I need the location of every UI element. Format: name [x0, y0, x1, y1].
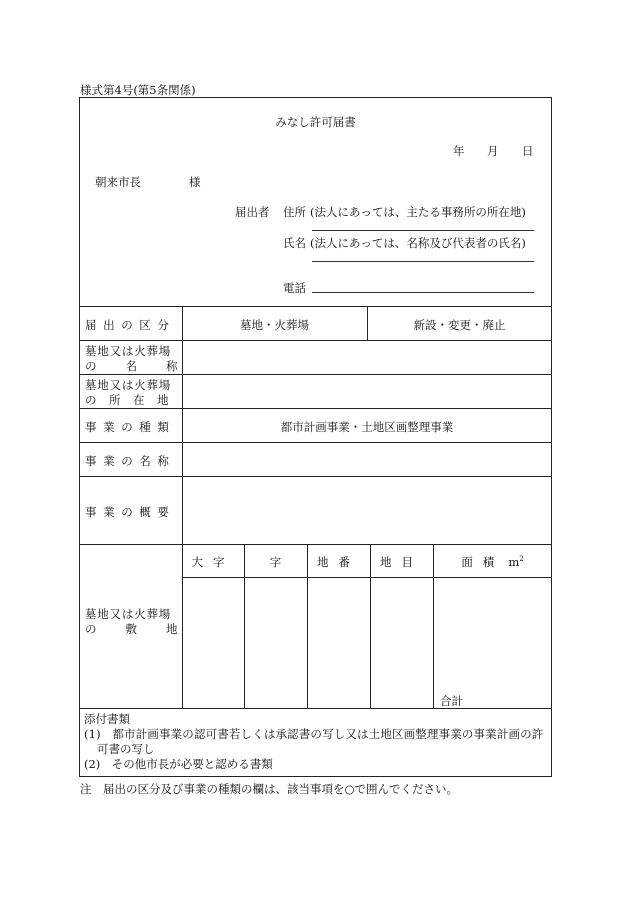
footnote: 注 届出の区分及び事業の種類の欄は、該当事項を○で囲んでください。: [80, 782, 459, 796]
form-frame: [79, 97, 552, 777]
addressee-honorific: 様: [189, 175, 201, 189]
attachments-item1-cont: 可書の写し: [97, 742, 155, 756]
attachments-item2: (2) その他市長が必要と認める書類: [84, 757, 273, 771]
project-summary-label: 事業の概要: [85, 505, 176, 519]
row-divider: [79, 374, 552, 375]
attachments-item1: (1) 都市計画事業の認可書若しくは承認書の写し又は土地区画整理事業の事業計画の許: [84, 727, 544, 741]
phone-label: 電話: [283, 281, 306, 295]
row-divider: [79, 306, 552, 307]
facility-location-label-line1: 墓地又は火葬場: [85, 378, 172, 392]
row-divider: [79, 544, 552, 545]
category-label-text: 届出の区分: [85, 318, 176, 332]
site-col-area-text: 面積: [461, 555, 505, 569]
site-header-divider: [182, 577, 552, 578]
address-label: 住所: [283, 205, 306, 219]
address-note: (法人にあっては、主たる事務所の所在地): [310, 205, 526, 219]
row-divider: [79, 408, 552, 409]
row-divider: [79, 442, 552, 443]
form-title: みなし許可届書: [275, 115, 356, 129]
site-label-line2: の敷地: [85, 622, 207, 636]
site-col-aza: 字: [269, 555, 282, 569]
form-number: 様式第4号(第5条関係): [80, 83, 196, 97]
category-label: [85, 317, 177, 333]
facility-location-label-line2: の所在地: [85, 393, 181, 407]
project-type-label: 事業の種類: [85, 420, 176, 434]
address-underline: [312, 230, 534, 231]
date-day-label: 日: [522, 144, 534, 158]
row-divider: [79, 476, 552, 477]
date-month-label: 月: [487, 144, 499, 158]
site-col-chiban: 地番: [317, 555, 360, 569]
facility-name-label-line2: の名称: [85, 359, 207, 373]
site-col-oaza: 大字: [191, 555, 235, 569]
row-divider: [79, 708, 552, 709]
name-note: (法人にあっては、名称及び代表者の氏名): [310, 236, 526, 250]
category-facility: 墓地・火葬場: [240, 318, 309, 332]
notifier-label: 届出者: [235, 205, 270, 219]
row-divider: [79, 340, 552, 341]
name-underline: [312, 261, 534, 262]
site-label-line1: 墓地又は火葬場: [85, 607, 172, 621]
facility-name-label-line1: 墓地又は火葬場: [85, 344, 172, 358]
area-unit: m: [508, 555, 520, 569]
attachments-heading: 添付書類: [84, 712, 130, 726]
date-year-label: 年: [453, 144, 465, 158]
phone-underline: [312, 292, 534, 293]
project-type-value: 都市計画事業・土地区画整理事業: [280, 420, 454, 434]
addressee-mayor: 朝来市長: [95, 175, 141, 189]
area-unit-sup: 2: [519, 555, 524, 564]
site-col-chimoku: 地目: [380, 555, 423, 569]
site-total-label: 合計: [440, 694, 463, 708]
project-name-label: 事業の名称: [85, 454, 176, 468]
category-action: 新設・変更・廃止: [413, 318, 506, 332]
name-label: 氏名: [283, 236, 306, 250]
site-col-area: [433, 554, 552, 570]
